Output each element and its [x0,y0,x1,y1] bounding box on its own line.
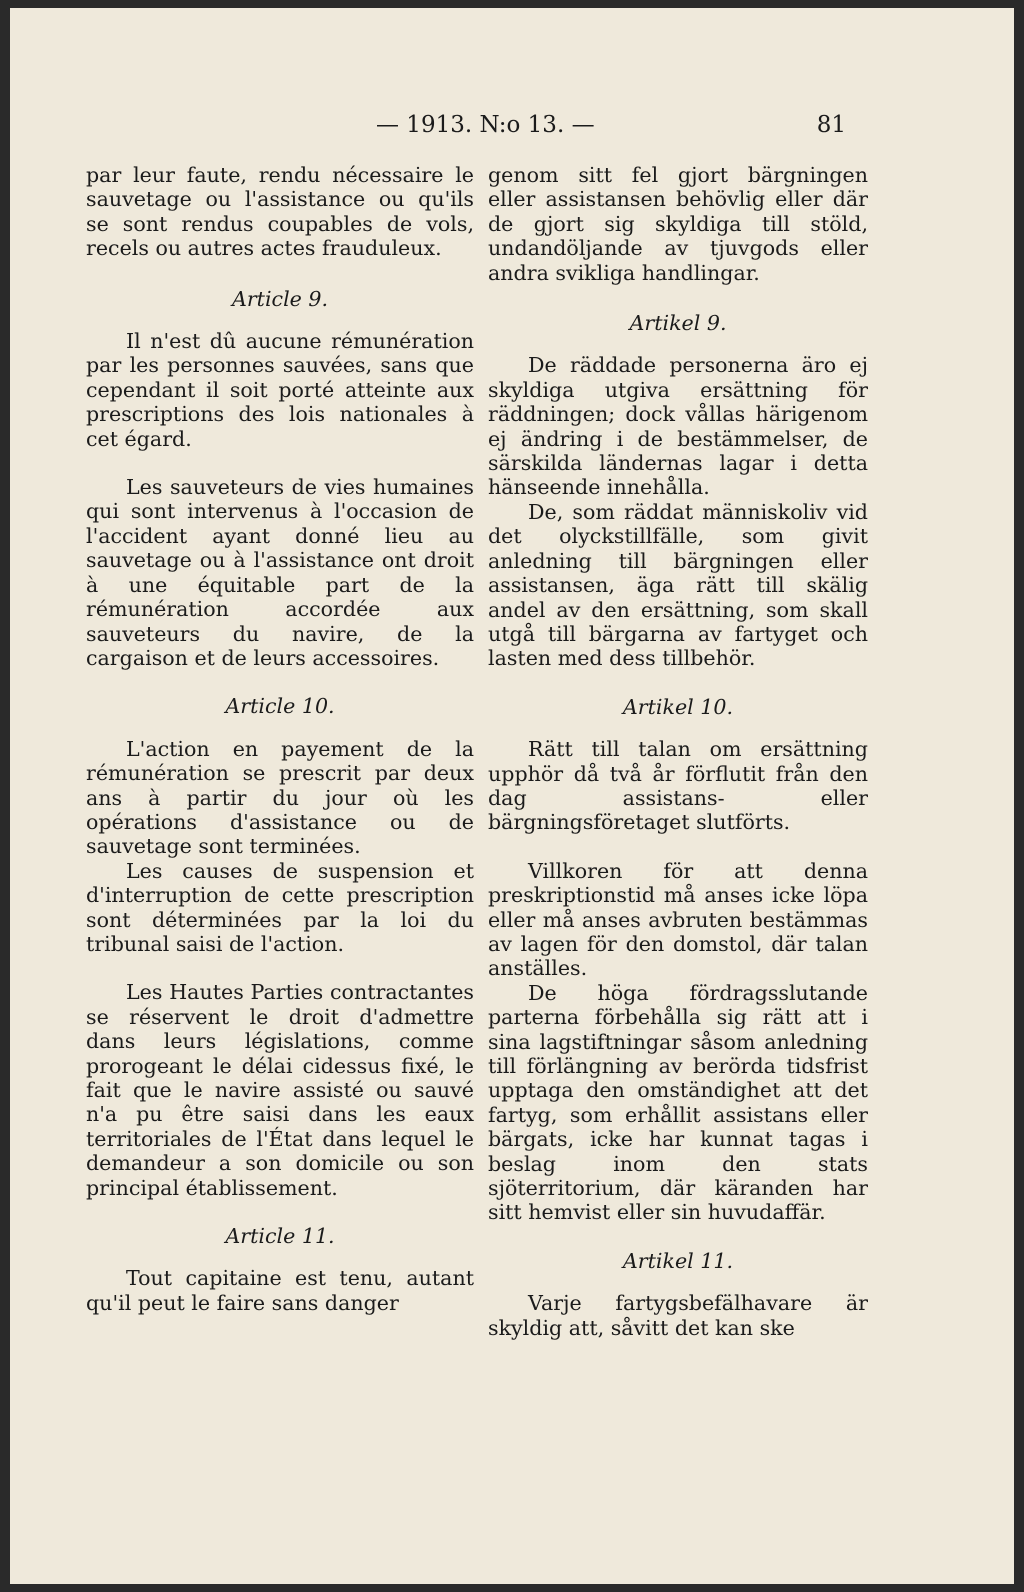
paragraph: Tout capitaine est tenu, autant qu'il peut le faire sans danger [86,1266,474,1315]
page-number: 81 [816,112,846,138]
page-header [10,112,1014,142]
article-heading: Artikel 11. [622,1248,734,1273]
article-heading: Article 9. [231,286,329,311]
paragraph: Les Hautes Parties contractantes se réservent le droit d'admettre dans leurs législations, comme prorogeant le délai cidessus fixé, le fait que le navire assisté ou sauvé n'a pu être saisi dans les eaux territoriales de l'État dans lequel le demandeur a son domicile ou son principal établissement. [86,980,474,1200]
article-heading: Artikel 10. [622,694,734,719]
paragraph: L'action en payement de la rémunération se prescrit par deux ans à partir du jour où les opérations d'assistance ou de sauvetage sont terminées. [86,736,474,859]
paragraph: par leur faute, rendu nécessaire le sauvetage ou l'assistance ou qu'ils se sont rendus coupables de vols, recels ou autres actes frauduleux. [86,163,474,261]
paragraph: De, som räddat människoliv vid det olyckstillfälle, som givit anledning till bärgningen eller assistansen, äga rätt till skälig andel av den ersättning, som skall utgå till bärgarna av fartyget och lasten med dess tillbehör. [488,499,868,671]
running-title: — 1913. N:o 13. — [376,112,595,138]
paragraph: Varje fartygsbefälhavare är skyldig att, såvitt det kan ske [488,1291,868,1340]
paragraph: Villkoren för att denna preskriptionstid må anses icke löpa eller må anses avbruten bestämmas av lagen för den domstol, där talan anställes. [488,858,868,981]
paragraph: De räddade personerna äro ej skyldiga utgiva ersättning för räddningen; dock vållas härigenom ej ändring i de bestämmelser, de särskilda ländernas lagar i detta hänseende innehålla. [488,353,868,500]
french-column [86,163,474,1315]
paragraph: Il n'est dû aucune rémunération par les personnes sauvées, sans que cependant il soit porté atteinte aux prescriptions des lois nationales à cet égard. [86,329,474,451]
paragraph: Les sauveteurs de vies humaines qui sont intervenus à l'occasion de l'accident ayant donné lieu au sauvetage ou à l'assistance ont droit à une équitable part de la rémunération accordée aux sauveteurs du navire, de la cargaison et de leurs accessoires. [86,475,474,670]
article-heading: Artikel 9. [629,311,727,336]
document-page [10,8,1014,1584]
paragraph: genom sitt fel gjort bärgningen eller assistansen behövlig eller där de gjort sig skyldiga till stöld, undandöljande av tjuvgods eller andra svikliga handlingar. [488,163,868,285]
swedish-column [488,163,868,1340]
paragraph: Les causes de suspension et d'interruption de cette prescription sont déterminées par la loi du tribunal saisi de l'action. [86,858,474,956]
article-heading: Article 10. [225,694,335,719]
paragraph: Rätt till talan om ersättning upphör då två år förflutit från den dag assistans- eller bärgningsföretaget slutförts. [488,737,868,835]
article-heading: Article 11. [225,1224,335,1249]
paragraph: De höga fördragsslutande parterna förbehålla sig rätt att i sina lagstiftningar såsom anledning till förlängning av berörda tidsfrist upptaga den omständighet att det fartyg, som erhållit assistans eller bärgats, icke har kunnat tagas i beslag inom den stats sjöterritorium, där käranden har sitt hemvist eller sin huvudaffär. [488,980,868,1225]
